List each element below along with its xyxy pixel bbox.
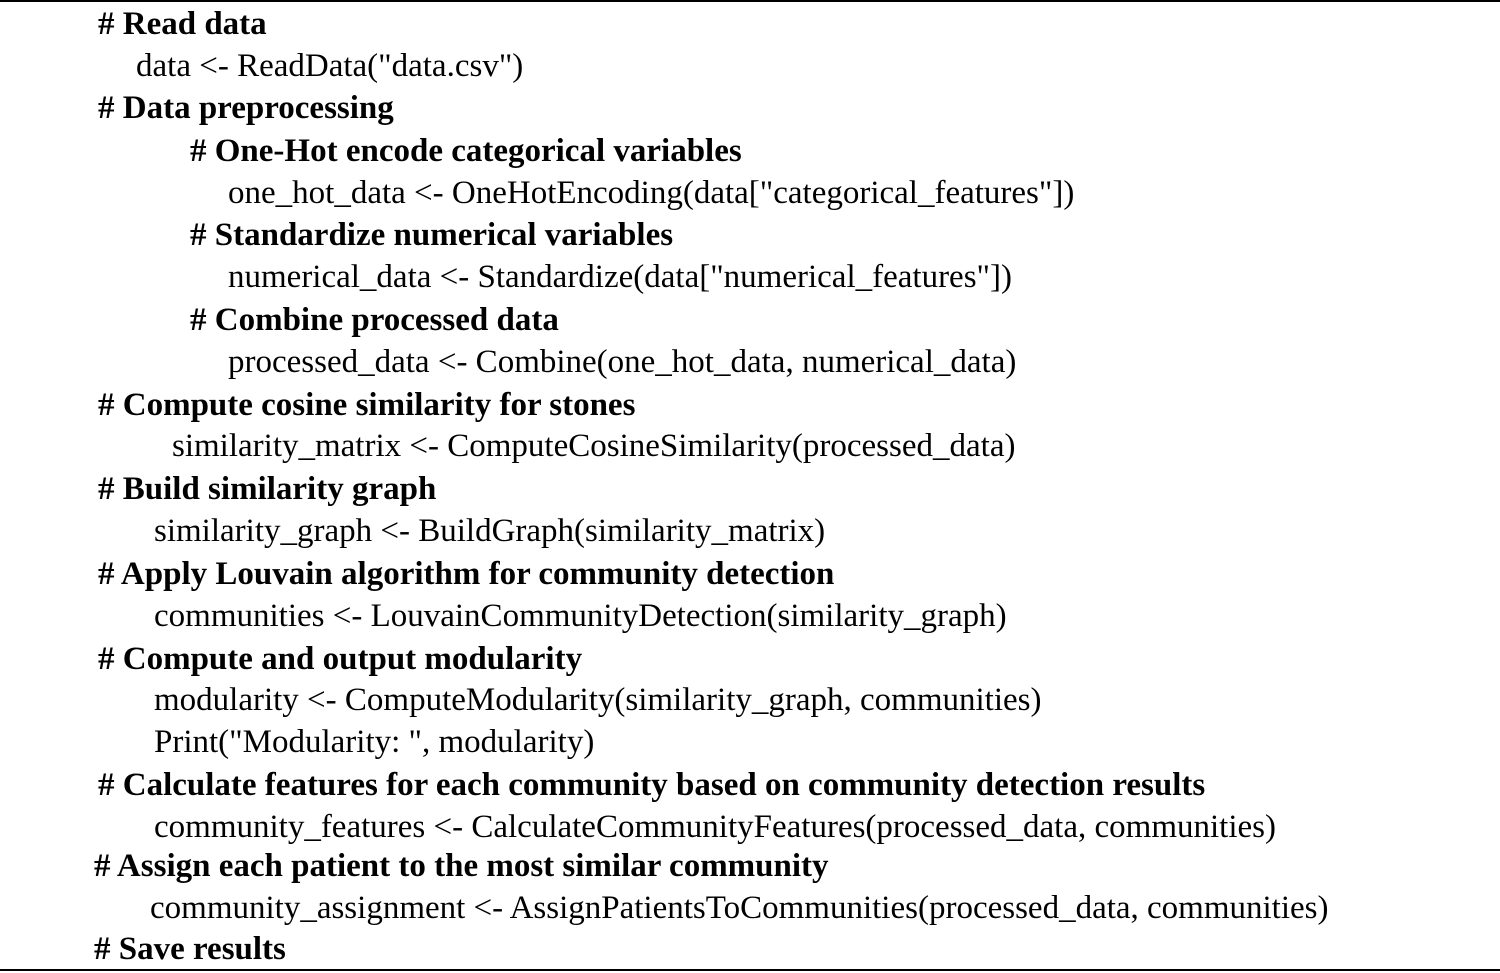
comment-read-data: # Read data: [98, 6, 267, 42]
code-print-modularity: Print("Modularity: ", modularity): [154, 724, 595, 760]
comment-assign-patients: # Assign each patient to the most similar community: [94, 848, 829, 884]
comment-one-hot-encode: # One-Hot encode categorical variables: [190, 133, 742, 169]
comment-modularity: # Compute and output modularity: [98, 641, 583, 677]
comment-build-graph: # Build similarity graph: [98, 471, 437, 507]
top-rule: [0, 0, 1500, 2]
code-build-graph: similarity_graph <- BuildGraph(similarity_matrix): [154, 513, 826, 549]
code-louvain: communities <- LouvainCommunityDetection(similarity_graph): [154, 598, 1007, 634]
comment-data-preprocessing: # Data preprocessing: [98, 90, 394, 126]
code-community-features: community_features <- CalculateCommunityFeatures(processed_data, communities): [154, 809, 1276, 845]
comment-louvain: # Apply Louvain algorithm for community detection: [98, 556, 835, 592]
code-cosine-similarity: similarity_matrix <- ComputeCosineSimilarity(processed_data): [172, 428, 1016, 464]
comment-save-results: # Save results: [94, 931, 286, 967]
code-read-data: data <- ReadData("data.csv"): [136, 48, 524, 84]
code-one-hot-encoding: one_hot_data <- OneHotEncoding(data["categorical_features"]): [228, 175, 1075, 211]
comment-combine: # Combine processed data: [190, 302, 559, 338]
comment-standardize: # Standardize numerical variables: [190, 217, 674, 253]
code-compute-modularity: modularity <- ComputeModularity(similarity_graph, communities): [154, 682, 1042, 718]
code-assign-patients: community_assignment <- AssignPatientsToCommunities(processed_data, communities): [150, 890, 1329, 926]
code-standardize: numerical_data <- Standardize(data["numerical_features"]): [228, 259, 1012, 295]
bottom-rule: [0, 969, 1500, 971]
comment-cosine-similarity: # Compute cosine similarity for stones: [98, 387, 636, 423]
comment-community-features: # Calculate features for each community based on community detection results: [98, 767, 1206, 803]
code-combine: processed_data <- Combine(one_hot_data, numerical_data): [228, 344, 1017, 380]
